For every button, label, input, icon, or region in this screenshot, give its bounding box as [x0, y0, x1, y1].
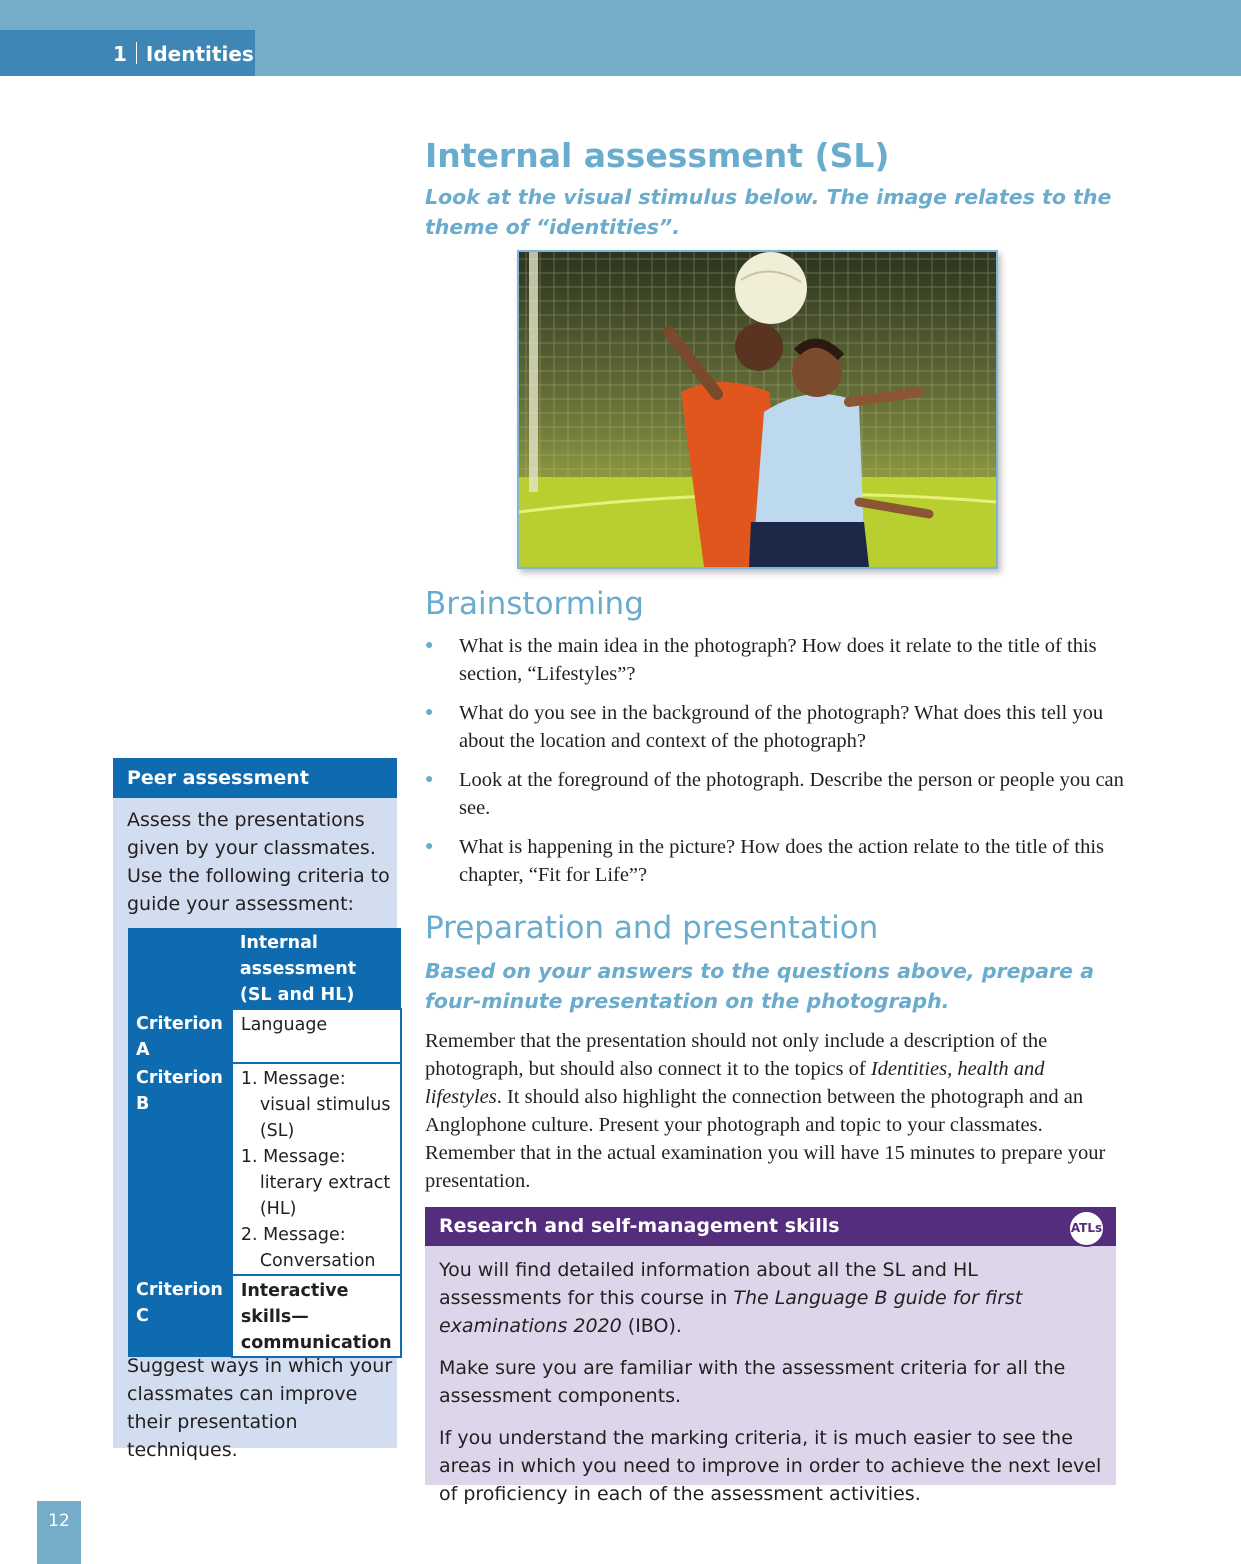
bullet-icon: ● [425, 839, 434, 854]
visual-stimulus-intro: Look at the visual stimulus below. The image relates to the theme of “identities”. [425, 185, 1112, 239]
atl-paragraph-1 [439, 1256, 1102, 1340]
table-corner-cell [128, 928, 232, 1009]
bullet-icon: ● [425, 638, 434, 653]
table-row [128, 1275, 401, 1357]
brainstorm-question-1: What is the main idea in the photograph? How does it relate to the title of this section, “Lifestyles”? [459, 635, 1097, 685]
table-row [128, 1063, 401, 1275]
brainstorm-question-3: Look at the foreground of the photograph. Describe the person or people you can see. [459, 769, 1124, 819]
preparation-heading: Preparation and presentation [425, 910, 879, 946]
page-number: 12 [37, 1501, 81, 1564]
criterion-b-value [232, 1063, 401, 1275]
brainstorm-question-4: What is happening in the picture? How does the action relate to the title of this chapter, “Fit for Life”? [459, 836, 1104, 886]
preparation-topics: Identities, health and lifestyles [425, 1058, 1045, 1108]
preparation-text-1: Remember that the presentation should not only include a description of the photograph, but should also connect it to the topics of [425, 1030, 1048, 1080]
table-row [128, 1009, 401, 1063]
list-item [425, 833, 1125, 889]
peer-assessment-intro: Assess the presentations given by your classmates. Use the following criteria to guide your assessment: [127, 809, 390, 915]
criterion-c-label: Criterion C [128, 1275, 232, 1357]
criterion-c-value: Interactive skills— communication [232, 1275, 401, 1357]
peer-assessment-title: Peer assessment [113, 758, 397, 798]
atl-body [425, 1246, 1116, 1508]
chapter-title: Identities [145, 42, 254, 66]
preparation-text-2: . It should also highlight the connection between the photograph and an Anglophone culture. Present your photograph and topic to your classmates. Remember that in the actual examination you will have 15 minutes to prepare your presentation. [425, 1086, 1106, 1192]
atl-skills-box [425, 1207, 1116, 1505]
brainstorming-heading: Brainstorming [425, 586, 644, 622]
chapter-separator [136, 42, 137, 64]
atl-guide-title: The Language B guide for first examinations 2020 [439, 1287, 1023, 1337]
preparation-body [425, 1027, 1115, 1195]
preparation-intro: Based on your answers to the questions above, prepare a four-minute presentation on the photograph. [425, 959, 1095, 1013]
criterion-a-value: Language [232, 1009, 401, 1063]
brainstorming-list [425, 632, 1125, 900]
table-header: Internal assessment (SL and HL) [232, 928, 401, 1009]
atl-text: (IBO). [621, 1315, 682, 1337]
criterion-b-item: 2. Message: Conversation [240, 1225, 376, 1271]
peer-assessment-box [113, 758, 397, 1461]
peer-assessment-suggestion: Suggest ways in which your classmates can improve their presentation techniques. [127, 1355, 393, 1461]
atl-paragraph-2: Make sure you are familiar with the assessment criteria for all the assessment components. [439, 1357, 1066, 1407]
brainstorm-question-2: What do you see in the background of the photograph? What does this tell you about the location and context of the photograph? [459, 702, 1104, 752]
table-row [128, 928, 401, 1009]
list-item [425, 766, 1125, 822]
criterion-a-label: Criterion A [128, 1009, 232, 1063]
soccer-photo [517, 250, 998, 569]
criteria-table [128, 928, 402, 1358]
atl-title: Research and self-management skills [439, 1215, 840, 1237]
criterion-b-label: Criterion B [128, 1063, 232, 1275]
bullet-icon: ● [425, 705, 434, 720]
chapter-tab [0, 30, 255, 76]
atl-paragraph-3: If you understand the marking criteria, it is much easier to see the areas in which you need to improve in order to achieve the next level of proficiency in each of the assessment activities. [439, 1427, 1102, 1505]
bullet-icon: ● [425, 772, 434, 787]
atl-text: You will find detailed information about all the SL and HL assessments for this course in [439, 1259, 978, 1309]
atl-header [425, 1207, 1116, 1246]
criterion-b-item: 1. Message: visual stimulus (SL) [240, 1069, 391, 1141]
list-item [425, 632, 1125, 688]
atl-badge-icon: ATLs [1068, 1210, 1105, 1247]
criterion-b-item: 1. Message: literary extract (HL) [240, 1147, 391, 1219]
chapter-number: 1 [113, 42, 127, 66]
list-item [425, 699, 1125, 755]
page-title: Internal assessment (SL) [425, 136, 890, 175]
